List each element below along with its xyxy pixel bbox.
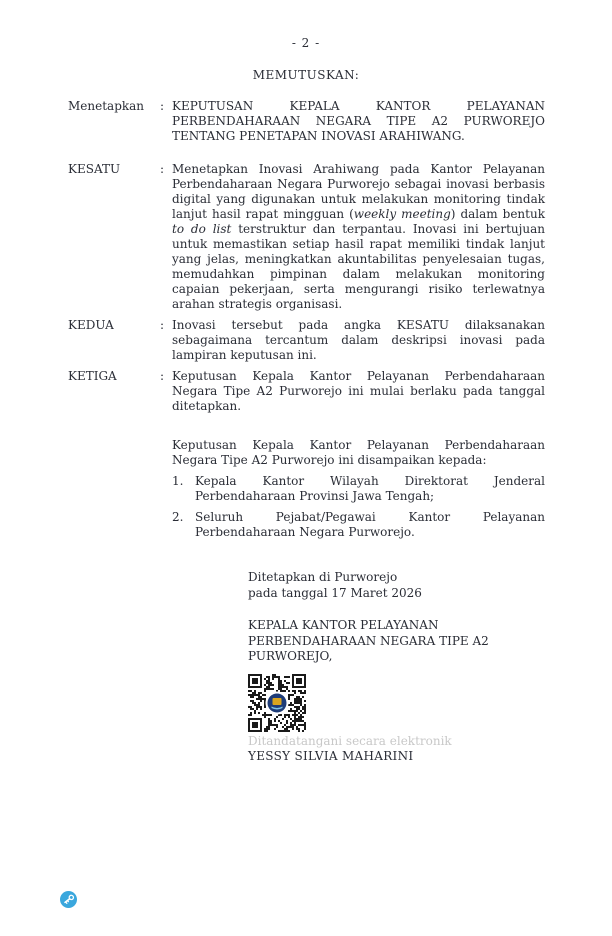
signer-title-line: KEPALA KANTOR PELAYANAN bbox=[248, 618, 439, 632]
kesatu-italic-weekly-meeting: weekly meeting bbox=[353, 207, 451, 221]
kesatu-text-part: ) dalam bentuk bbox=[450, 207, 545, 221]
row-content: Inovasi tersebut pada angka KESATU dilaksanakan sebagaimana tercantum dalam deskripsi inovasi pada lampiran keputusan ini. bbox=[172, 318, 545, 362]
list-item-text: Seluruh Pejabat/Pegawai Kantor Pelayanan Perbendaharaan Negara Purworejo. bbox=[195, 510, 545, 539]
distribution-list bbox=[172, 474, 545, 540]
row-content: KEPUTUSAN KEPALA KANTOR PELAYANAN PERBENDAHARAAN NEGARA TIPE A2 PURWOREJO TENTANG PENETAPAN INOVASI ARAHIWANG. bbox=[172, 99, 545, 143]
row-colon: : bbox=[160, 318, 165, 332]
signer-name: YESSY SILVIA MAHARINI bbox=[248, 749, 414, 763]
decision-heading: MEMUTUSKAN: bbox=[252, 68, 360, 82]
row-content: Keputusan Kepala Kantor Pelayanan Perbendaharaan Negara Tipe A2 Purworejo ini mulai berlaku pada tanggal ditetapkan. bbox=[172, 369, 545, 413]
row-label: Menetapkan bbox=[68, 99, 145, 113]
kemenkeu-logo-icon bbox=[265, 691, 289, 715]
row-label: KEDUA bbox=[68, 318, 114, 332]
signer-title bbox=[248, 618, 538, 665]
distribution-intro: Keputusan Kepala Kantor Pelayanan Perbendaharaan Negara Tipe A2 Purworejo ini disampaikan kepada: bbox=[172, 438, 545, 467]
signer-title-line: PERBENDAHARAAN NEGARA TIPE A2 bbox=[248, 633, 489, 648]
list-item-number: 1. bbox=[172, 474, 184, 488]
row-colon: : bbox=[160, 162, 165, 176]
row-content bbox=[172, 162, 545, 312]
esign-note: Ditandatangani secara elektronik bbox=[248, 733, 452, 748]
kesatu-text-part: terstruktur dan terpantau. Inovasi ini bertujuan untuk memastikan setiap hasil rapat memiliki tindak lanjut yang jelas, meningkatkan akuntabilitas penyelesaian tugas, memudahkan pimpinan dalam melakukan monitoring capaian pekerjaan, serta mengurangi risiko terlewatnya arahan strategis organisasi. bbox=[172, 222, 545, 311]
decree-row-ketiga bbox=[68, 369, 545, 414]
row-colon: : bbox=[160, 99, 165, 113]
bsre-globe-icon bbox=[60, 891, 77, 908]
list-item bbox=[172, 510, 545, 540]
decree-row-menetapkan bbox=[68, 99, 545, 144]
esign-qr-code bbox=[248, 674, 306, 732]
kesatu-text-part: Menetapkan Inovasi Arahiwang pada Kantor Pelayanan Perbendaharaan Negara Purworejo sebagai inovasi berbasis digital yang digunakan untuk melakukan monitoring tindak lanjut hasil rapat mingguan ( bbox=[172, 162, 545, 221]
signature-place: Ditetapkan di Purworejo bbox=[248, 570, 398, 584]
list-item bbox=[172, 474, 545, 504]
decree-row-kesatu bbox=[68, 162, 545, 312]
row-label: KESATU bbox=[68, 162, 121, 176]
row-colon: : bbox=[160, 369, 165, 383]
list-item-number: 2. bbox=[172, 510, 184, 524]
distribution-section bbox=[68, 438, 545, 540]
kesatu-italic-to-do-list: to do list bbox=[172, 222, 232, 236]
signer-title-line: PURWOREJO, bbox=[248, 649, 333, 663]
signature-block bbox=[248, 570, 538, 765]
signature-date: pada tanggal 17 Maret 2026 bbox=[248, 585, 422, 600]
page-number: - 2 - bbox=[291, 36, 321, 50]
decree-row-kedua bbox=[68, 318, 545, 363]
row-label: KETIGA bbox=[68, 369, 117, 383]
list-item-text: Kepala Kantor Wilayah Direktorat Jenderal Perbendaharaan Provinsi Jawa Tengah; bbox=[195, 474, 545, 503]
decree-body bbox=[68, 99, 545, 540]
